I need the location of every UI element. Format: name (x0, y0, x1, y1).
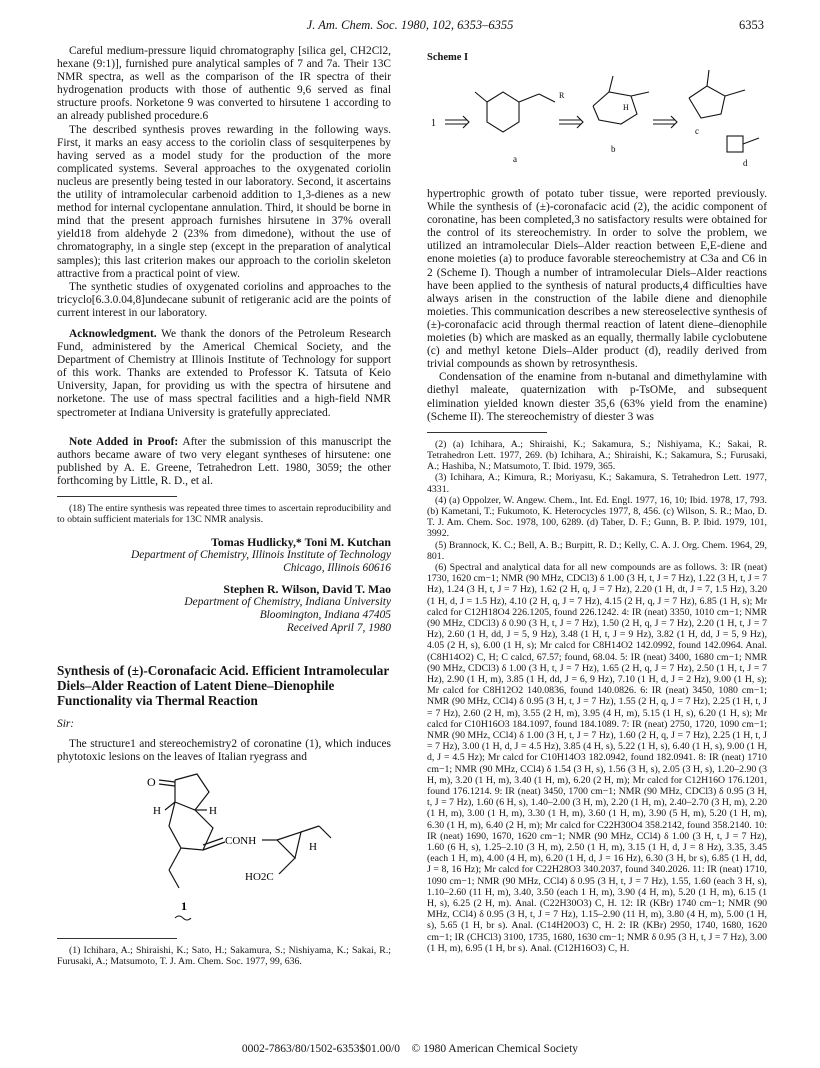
left-column (57, 45, 391, 967)
oxygen-label: O (147, 774, 156, 789)
scheme-label-b: b (611, 144, 616, 154)
page-footer (0, 1043, 820, 1055)
reference-1: (1) Ichihara, A.; Shiraishi, K.; Sato, H.; Sakamura, S.; Nishiyama, K.; Sakai, R.; Furusaki, A.; Matsumoto, T. J. Am. Chem. Soc. 1977, 99, 636. (57, 944, 391, 967)
acknowledgment-body: We thank the donors of the Petroleum Research Fund, administered by the Americal Chemical Society, and the Department of Chemistry at Illinois Institute of Technology for support of this work. Thanks are extended to Professor K. Tatsuta of Keio University, Japan, for providing us with the spectra of hirsutene and norketone. The use of mass spectral facilities and a high-field NMR spectrometer at Indiana University is gratefully appreciated. (57, 327, 391, 419)
coronatine-structure (57, 770, 391, 930)
footnote-divider (57, 496, 177, 497)
h-label-right: H (209, 804, 217, 817)
department-2: Department of Chemistry, Indiana University (184, 596, 391, 609)
department-2-city: Bloomington, Indiana 47405 (259, 609, 391, 622)
page-number: 6353 (739, 18, 764, 32)
right-column (427, 188, 767, 954)
reference-4: (4) (a) Oppolzer, W. Angew. Chem., Int. Ed. Engl. 1977, 16, 10; Ibid. 1978, 17, 793. (b) Kametani, T.; Fukumoto, K. Heterocycles 1977, 8, 456. (c) Wilson, S. R.; Mao, D. T. J. Am. Chem. Soc. 1978, 100, 6289. (d) Taber, D. F.; Gunn, B. P. Ibid. 1979, 101, 3992. (427, 494, 767, 540)
reference-divider (427, 432, 547, 433)
paragraph: The synthetic studies of oxygenated coriolins and approaches to the tricyclo[6.3.0.04,8]undecane subunit of retigeranic acid are the points of current interest in our laboratory. (57, 280, 391, 319)
ho2c-label: HO2C (245, 870, 274, 883)
reference-list (427, 439, 767, 954)
acknowledgment-title: Acknowledgment. (69, 327, 157, 340)
note-title: Note Added in Proof: (69, 435, 179, 448)
paragraph: The described synthesis proves rewarding in the following ways. First, it marks an easy access to the coriolin class of sesquiterpenes by having served as a model study for the production of the more complicated systems. Several approaches to the oxygenated coriolin nucleus are presently being tested in our laboratory. Second, it ascertains the utility of intramolecular carbenoid addition to 1,3-dienes as a new method for internal cyclopentane annulation. Third, it should be borne in mind that the present approach furnishes hirsutene in 37% overall yield18 from aldehyde 2 (23% from dimedone), without the use of chromatography, in a single step (except in the preparation of analytical samples); this last criterion makes our approach to the coriolin skeleton attractive from a practical point of view. (57, 123, 391, 280)
reference-6: (6) Spectral and analytical data for all new compounds are as follows. 3: IR (neat) 1730, 1620 cm−1; NMR (90 MHz, CDCl3) δ 1.00 (3 H, t, J = 7 Hz), 1.22 (3 H, t, J = 7 Hz), 1.24 (3 H, t, J = 7 Hz), 1.62 (2 H, q, J = 7 Hz), 2.20 (1 H, dt, J = 7, 1.5 Hz), 3.20 (1 H, d, J = 1.5 Hz), 4.10 (2 H, q, J = 7 Hz), 4.15 (2 H, q, J = 7 Hz), 6.85 (1 H, s); Mr calcd for C12H18O4 226.1205, found 226.1242. 4: IR (neat) 3350, 1010 cm−1; NMR (90 MHz, CDCl3) δ 0.90 (3 H, t, J = 7 Hz), 1.50 (2 H, q, J = 7 Hz), 2.20 (1 H, t, J = 7 Hz), 2.60 (1 H, dd, J = 5, 9 Hz), 3.48 (1 H, t, J = 9 Hz), 3.82 (1 H, dd, J = 5, 9 Hz), 4.05 (2 H, s), 6.00 (1 H, s); Mr calcd for C8H14O2 142.0992, found 142.0964. Anal. (C8H14O2) C, H; C calcd, 67.57; found, 68.04. 5: IR (neat) 3400, 1680 cm−1; NMR (90 MHz, CDCl3) δ 1.00 (3 H, t, J = 7 Hz), 1.65 (2 H, q, J = 7 Hz), 2.50 (1 H, t, J = 7 Hz), 2.90 (1 H, m), 3.85 (1 H, dd, J = 6, 9 Hz), 7.10 (1 H, d, J = 2 Hz), 9.00 (1 H, s); Mr calcd for C8H12O2 140.0836, found 140.0826. 6: IR (neat) 3450, 1080 cm−1; NMR (90 MHz, CCl4) δ 0.95 (3 H, t, J = 7 Hz), 1.55 (2 H, q, J = 7 Hz), 2.25 (1 H, t, J = 7 Hz), 2.60 (2 H, m), 3.55 (2 H, m), 3.95 (4 H, m), 5.15 (1 H, s), 6.20 (1 H, s); Mr calcd for C10H16O3 184.1097, found 184.1089. 7: IR (neat) 2750, 1720, 1090 cm−1; NMR (90 MHz, CCl4) δ 1.00 (3 H, t, J = 7 Hz), 1.60 (2 H, q, J = 7 Hz), 2.25 (1 H, t, J = 7 Hz), 3.00 (1 H, d, J = 4.5 Hz), 3.85 (4 H, s), 5.22 (1 H, s), 6.40 (1 H, s), 9.00 (1 H, d, J = 4.5 Hz); Mr calcd for C10H14O3 182.0942, found 182.0941. 8: IR (neat) 1710 cm−1; NMR (90 MHz, CCl4) δ 1.54 (3 H, s), 1.56 (3 H, s), 2.05 (3 H, s), 1.20–2.90 (3 H, m), 3.20 (1 H, m), 3.40 (1 H, m), 6.20 (2 H, m); Mr calcd for C12H16O 176.1201, found 176.1214. 9: IR (neat) 3450, 1700 cm−1; NMR (90 MHz, CDCl3) δ 0.95 (3 H, t, J = 7 Hz), 1.60 (6 H, s), 1.40–2.00 (3 H, m), 2.20 (1 H, m), 2.40–2.70 (3 H, m), 2.20 (1 H, m), 3.00 (1 H, m), 3.30 (1 H, m), 3.60 (1 H, m), 3.90 (5 H, m), 5.20 (1 H, m), 6.30 (1 H, m), 6.40 (2 H, m); Mr calcd for C22H30O4 358.2142, found 358.2140. 10: IR (neat) 1690, 1670, 1620 cm−1; NMR (90 MHz, CCl4) δ 1.00 (3 H, t, J = 7 Hz), 1.60 (6 H, s), 1.25–2.10 (3 H, m), 2.50 (1 H, m), 3.15 (1 H, d, J = 8 Hz), 3.35, 3.45 (each 1 H, m), 4.00 (4 H, m), 6.20 (1 H, d, J = 16 Hz), 6.30 (3 H, br s), 6.85 (1 H, dd, J = 8, 16 Hz); Mr calcd for C22H28O3 340.2037, found 340.2026. 11: IR (neat) 1710, 1090 cm−1; NMR (90 MHz, CCl4) δ 0.95 (3 H, t, J = 7 Hz), 1.55, 1.60 (each 3 H, s), 1.10–2.60 (11 H, m), 3.40, 3.50 (each 1 H, m), 3.90 (4 H, m), 5.20 (1 H, m), 6.15 (1 H, s), 6.25 (2 H, m). Anal. (C22H30O3) C, H. 12: IR (KBr) 1740 cm−1; NMR (90 MHz, CCl4) δ 0.95 (3 H, t, J = 7 Hz), 1.15–2.90 (11 H, m), 3.80 (4 H, m), 5.00 (1 H, s), 5.65 (1 H, br s). Anal. (C14H20O3) C, H. 2: IR (KBr) 2950, 1740, 1680, 1620 cm−1; IR (CHCl3) 3100, 1735, 1680, 1630 cm−1; NMR δ 0.95 (3 H, t, J = 7 Hz), 3.00 (1 H, m), 6.95 (1 H, br s). Anal. (C12H16O3) C, H. (427, 561, 767, 954)
author-names-1: Tomas Hudlicky,* Toni M. Kutchan (211, 534, 391, 549)
scheme-label-h: H (623, 103, 629, 112)
note-body: After the submission of this manuscript the authors became aware of two very elegant syntheses of hirsutene: one published by A. E. Greene, Tetrahedron Lett. 1980, 3059; the other forthcoming by Little, R. D., et al. (57, 435, 392, 487)
reference-5: (5) Brannock, K. C.; Bell, A. B.; Burpitt, R. D.; Kelly, C. A. J. Org. Chem. 1964, 29, 801. (427, 539, 767, 562)
paragraph: Careful medium-pressure liquid chromatography [silica gel, CH2Cl2, hexane (9:1)], furnished pure analytical samples of 7 and 7a. Their 13C NMR spectra, as well as the comparison of the IR spectra of their hydrogenation products with those of authentic 9,6 served as final structure proofs. Norketone 9 was converted to hirsutene 1 according to an already published procedure.6 (57, 45, 391, 123)
scheme-compound-1: 1 (431, 118, 436, 129)
article-title: Synthesis of (±)-Coronafacic Acid. Efficient Intramolecular Diels–Alder Reaction of Latent Diene–Dienophile Functionality via Thermal Reaction (57, 663, 390, 709)
paragraph: The structure1 and stereochemistry2 of coronatine (1), which induces phytotoxic lesions on the leaves of Italian ryegrass and (57, 737, 391, 763)
h-cyclopropane-label: H (309, 840, 317, 853)
scheme-i-diagram (427, 62, 767, 172)
note-added-in-proof (57, 436, 391, 488)
department-1-city: Chicago, Illinois 60616 (283, 562, 391, 574)
reference-divider (57, 938, 177, 939)
author-block (57, 536, 391, 636)
reference-2: (2) (a) Ichihara, A.; Shiraishi, K.; Sakamura, S.; Nishiyama, K.; Sakai, R. Tetrahedron Lett. 1977, 269. (b) Ichihara, A.; Shiraishi, K.; Sakamura, S.; Furusaki, A.; Hashiba, N.; Matsumoto, T. Ibid. 1979, 365. (427, 438, 767, 473)
compound-number: 1 (181, 898, 187, 913)
scheme-label-d: d (743, 158, 748, 168)
author-names-2: Stephen R. Wilson, David T. Mao (223, 582, 391, 597)
department-1: Department of Chemistry, Illinois Institute of Technology (131, 548, 391, 561)
running-header: J. Am. Chem. Soc. 1980, 102, 6353–6355 (306, 18, 514, 32)
conh-label: CONH (225, 834, 257, 847)
reference-3: (3) Ichihara, A.; Kimura, R.; Moriyasu, K.; Sakamura, S. Tetrahedron Lett. 1977, 4331. (427, 472, 767, 495)
acknowledgment (57, 328, 391, 420)
salutation: Sir: (57, 718, 75, 731)
received-date: Received April 7, 1980 (286, 622, 391, 635)
paragraph: Condensation of the enamine from n-butanal and dimethylamine with diethyl maleate, quaternization with p-TsOMe, and subsequent elimination yielded known diester 35,6 (63% yield from the enamine) (Scheme II). The stereochemistry of diester 3 was (427, 371, 767, 423)
scheme-label-r: R (559, 91, 565, 100)
article-code: 0002-7863/80/1502-6353$01.00/0 (241, 1043, 401, 1055)
h-label-left: H (153, 804, 161, 817)
scheme-label-a: a (513, 154, 517, 164)
copyright: © 1980 American Chemical Society (411, 1043, 579, 1055)
scheme-label-c: c (695, 126, 699, 136)
scheme-label: Scheme I (427, 52, 469, 63)
paragraph: hypertrophic growth of potato tuber tissue, were reported previously. While the synthesis of (±)-coronafacic acid (2), the acidic component of coronatine, has been completed,3 no satisfactory results were obtained for the control of its stereochemistry. In order to solve the problem, we utilized an intramolecular Diels–Alder reaction between E,E-diene and enone moieties (a) to produce favorable stereochemistry at C3a and C6 in 2 (Scheme I). Though a number of intramolecular Diels–Alder reactions have been applied to the synthesis of natural products,4 difficulties have always arisen in the construction of the labile diene and dienophile moieties. This communication describes a new stereoselective synthesis of (±)-coronafacic acid through thermal reaction of latent diene–dienophile moieties (b) which are masked as an equally, thermally labile cyclobutene (c) and methyl ketone Diels–Alder product (d), readily derived from trivial compounds as shown by retrosynthesis. (427, 188, 767, 371)
footnote-18: (18) The entire synthesis was repeated three times to ascertain reproducibility and to obtain sufficient materials for 13C NMR analysis. (57, 503, 391, 526)
